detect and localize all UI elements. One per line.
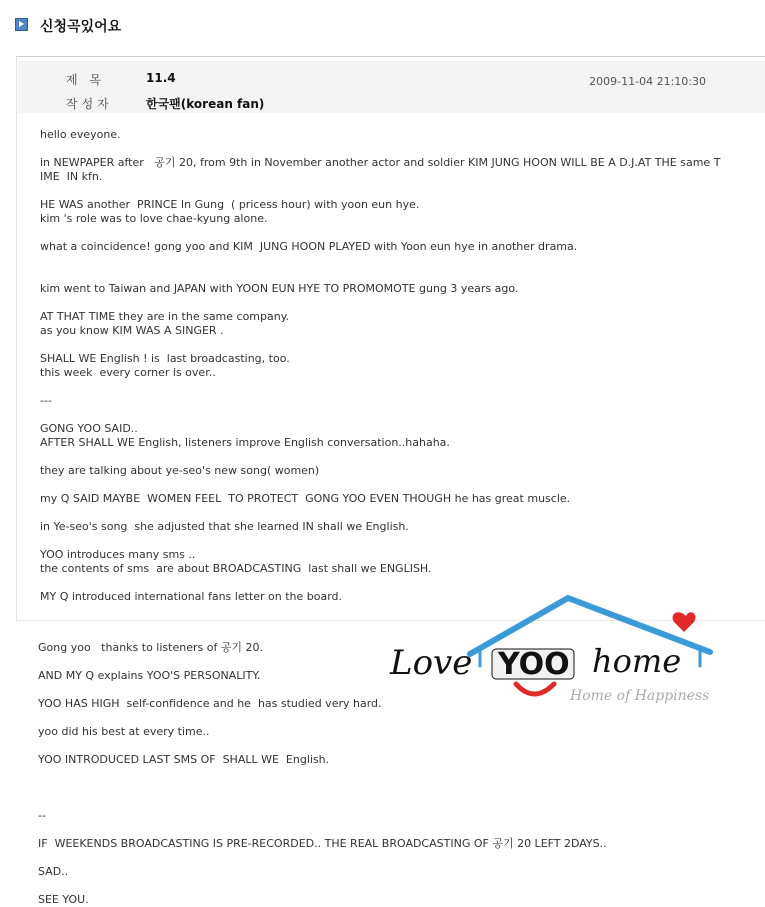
blank-line bbox=[40, 268, 750, 282]
heart-icon bbox=[673, 612, 696, 632]
author-label: 작성자 bbox=[66, 97, 113, 111]
blank-line bbox=[38, 879, 738, 893]
image-text-line: YOO HAS HIGH self-confidence and he has studied very hard. bbox=[38, 697, 382, 710]
blank-line bbox=[40, 576, 750, 590]
image-text-line: yoo did his best at every time.. bbox=[38, 725, 210, 738]
body-line: HE WAS another PRINCE In Gung ( pricess hour) with yoon eun hye. bbox=[40, 198, 420, 211]
body-line: --- bbox=[40, 394, 52, 407]
image-text-line: IF WEEKENDS BROADCASTING IS PRE-RECORDED.. THE REAL BROADCASTING OF 공기 20 LEFT 2DAYS.. bbox=[38, 837, 607, 850]
post-meta bbox=[18, 61, 765, 113]
post-subject: 11.4 bbox=[146, 71, 176, 85]
body-line: AFTER SHALL WE English, listeners improve English conversation..hahaha. bbox=[40, 436, 450, 449]
body-line: kim 's role was to love chae-kyung alone. bbox=[40, 212, 268, 225]
body-line: hello eveyone. bbox=[40, 128, 121, 141]
post-body bbox=[40, 128, 750, 604]
logo-tagline: Home of Happiness bbox=[570, 688, 710, 704]
board-title[interactable]: 신청곡있어요 bbox=[40, 19, 122, 35]
blank-line bbox=[40, 184, 750, 198]
image-text-line: Gong yoo thanks to listeners of 공기 20. bbox=[38, 641, 264, 654]
image-text-line: AND MY Q explains YOO'S PERSONALITY. bbox=[38, 669, 261, 682]
body-line: what a coincidence! gong yoo and KIM JUNG HOON PLAYED with Yoon eun hye in another drama. bbox=[40, 240, 578, 253]
smile-icon bbox=[516, 684, 554, 694]
subject-label: 제 목 bbox=[66, 73, 105, 87]
blank-line bbox=[40, 478, 750, 492]
body-line: they are talking about ye-seo's new song( women) bbox=[40, 464, 320, 477]
blank-line bbox=[38, 795, 738, 809]
blank-line bbox=[40, 296, 750, 310]
logo-word-home: home bbox=[592, 642, 682, 680]
blank-line bbox=[38, 739, 738, 753]
body-line: MY Q introduced international fans letter on the board. bbox=[40, 590, 343, 603]
image-text-line: SEE YOU. bbox=[38, 893, 89, 906]
image-text-line: -- bbox=[38, 809, 46, 822]
blank-line bbox=[40, 380, 750, 394]
blank-line bbox=[40, 534, 750, 548]
board-header bbox=[0, 0, 765, 50]
body-line: as you know KIM WAS A SINGER . bbox=[40, 324, 224, 337]
body-line: in NEWPAPER after 공기 20, from 9th in November another actor and soldier KIM JUNG HOON WILL BE A D.J.AT THE same T bbox=[40, 156, 721, 169]
blank-line bbox=[38, 767, 738, 781]
blank-line bbox=[40, 450, 750, 464]
blank-line bbox=[40, 226, 750, 240]
body-line: SHALL WE English ! is last broadcasting, too. bbox=[40, 352, 290, 365]
blank-line bbox=[40, 506, 750, 520]
body-line: my Q SAID MAYBE WOMEN FEEL TO PROTECT GONG YOO EVEN THOUGH he has great muscle. bbox=[40, 492, 571, 505]
blank-line bbox=[40, 338, 750, 352]
blank-line bbox=[38, 781, 738, 795]
body-line: YOO introduces many sms .. bbox=[40, 548, 196, 561]
post-author[interactable]: 한국팬(korean fan) bbox=[146, 97, 265, 111]
board-arrow-icon bbox=[15, 18, 28, 31]
body-line: GONG YOO SAID.. bbox=[40, 422, 138, 435]
blank-line bbox=[40, 408, 750, 422]
blank-line bbox=[38, 851, 738, 865]
image-text-line: SAD.. bbox=[38, 865, 69, 878]
blank-line bbox=[38, 823, 738, 837]
body-line: AT THAT TIME they are in the same company. bbox=[40, 310, 290, 323]
logo-word-love: Love bbox=[390, 643, 473, 683]
body-line: this week every corner is over.. bbox=[40, 366, 216, 379]
body-line: in Ye-seo's song she adjusted that she learned IN shall we English. bbox=[40, 520, 409, 533]
blank-line bbox=[40, 142, 750, 156]
body-line: the contents of sms are about BROADCASTING last shall we ENGLISH. bbox=[40, 562, 432, 575]
love-yoo-home-logo bbox=[388, 594, 718, 714]
post-date: 2009-11-04 21:10:30 bbox=[589, 75, 706, 88]
logo-word-yoo: YOO bbox=[498, 647, 570, 682]
blank-line bbox=[40, 254, 750, 268]
body-line: IME IN kfn. bbox=[40, 170, 103, 183]
image-text-line: YOO INTRODUCED LAST SMS OF SHALL WE English. bbox=[38, 753, 330, 766]
body-line: kim went to Taiwan and JAPAN with YOON EUN HYE TO PROMOMOTE gung 3 years ago. bbox=[40, 282, 519, 295]
